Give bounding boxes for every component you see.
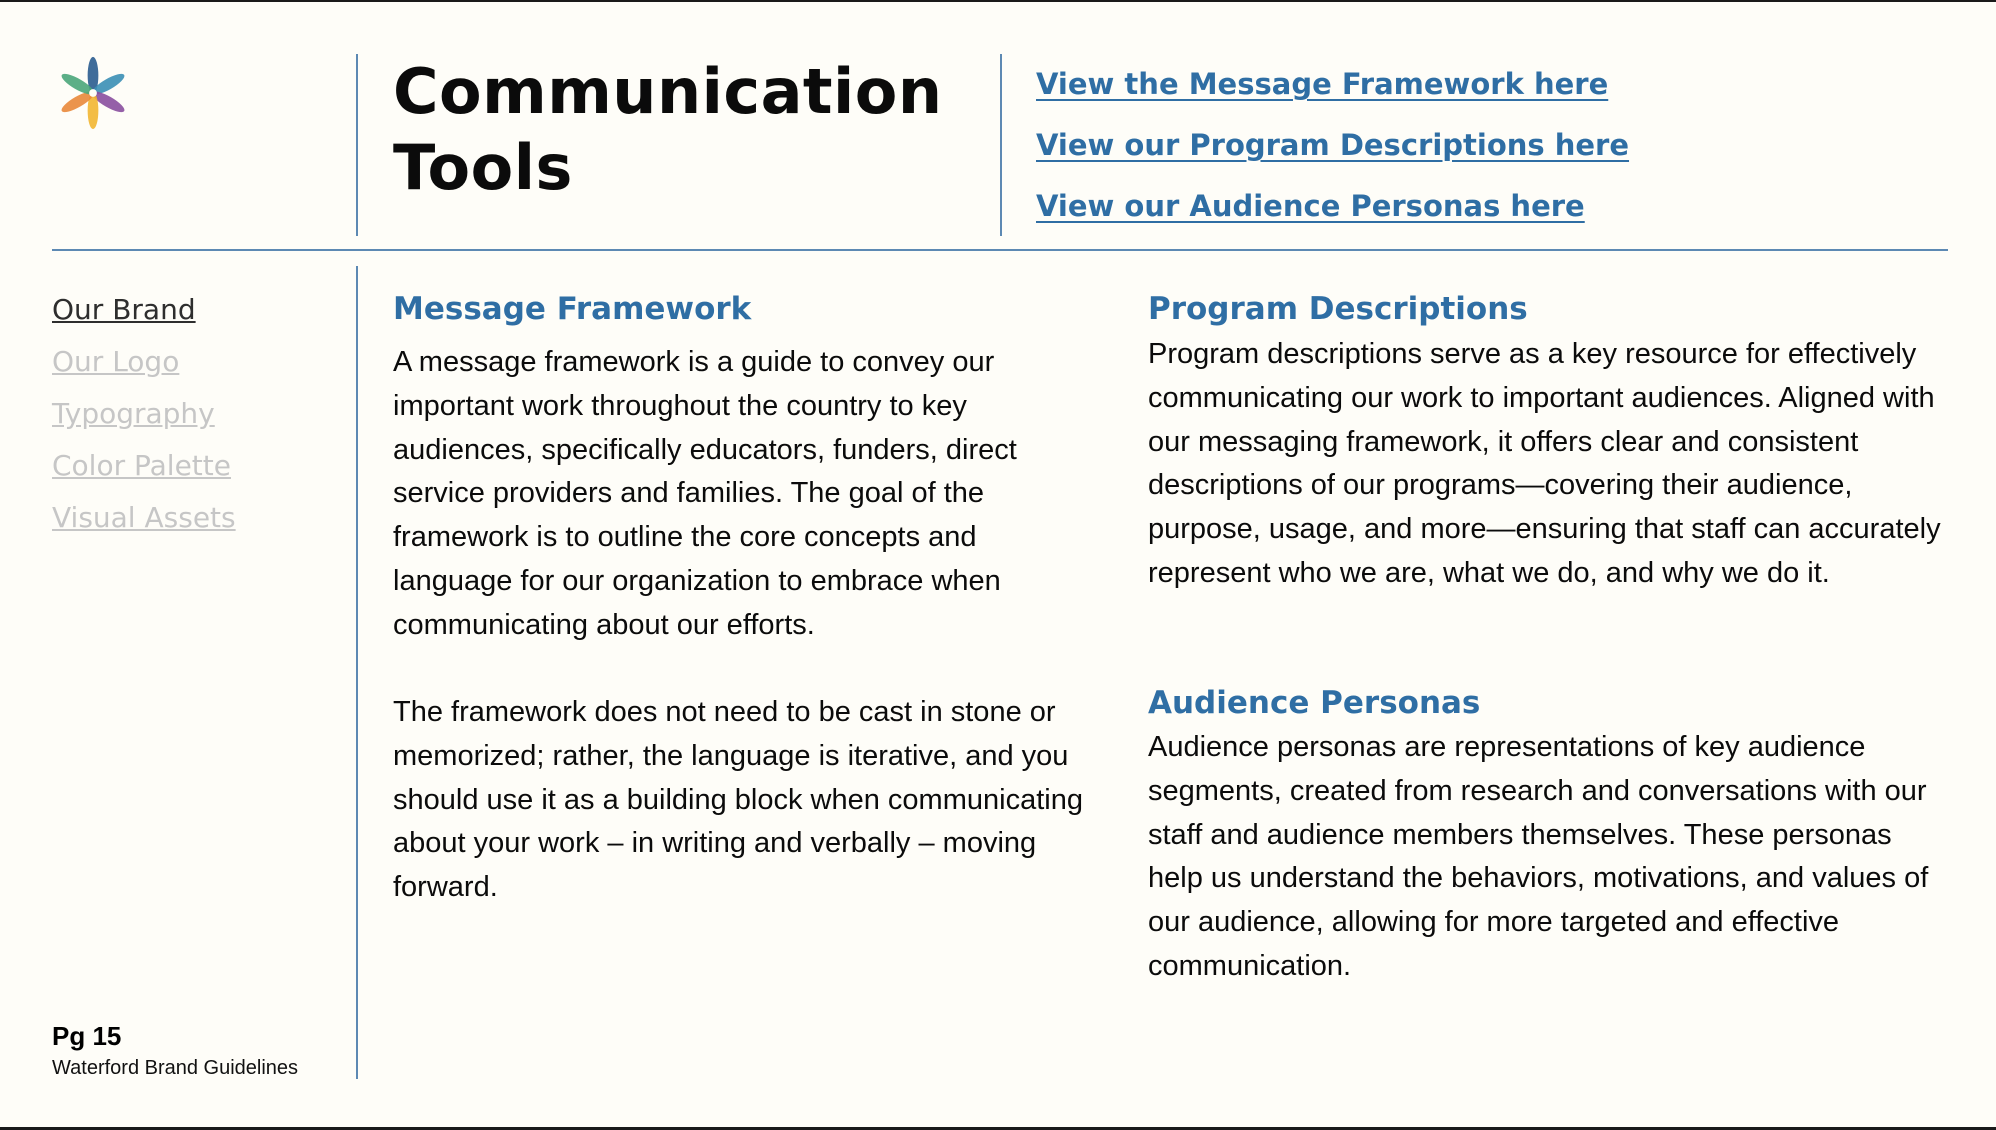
nav-item-our-logo[interactable]: Our Logo — [52, 345, 180, 378]
program-descriptions-link[interactable]: View our Program Descriptions here — [1036, 128, 1630, 162]
flower-logo-icon — [54, 54, 132, 132]
section-nav — [52, 284, 236, 544]
header-rule — [52, 249, 1948, 251]
page-number: Pg 15 — [52, 1021, 122, 1051]
sidebar-divider — [356, 266, 358, 1079]
message-framework-link[interactable]: View the Message Framework here — [1036, 67, 1609, 101]
audience-personas-paragraph: Audience personas are representations of key audience segments, created from research and conversations with our staff and audience members themselves. These personas help us understand the behaviors, motivations, and values of our audience, allowing for more targeted and effective communication. — [1148, 731, 1929, 982]
message-framework-heading: Message Framework — [393, 291, 752, 327]
page-footer — [52, 1019, 298, 1083]
program-descriptions-paragraph: Program descriptions serve as a key resource for effectively communicating our work to important audiences. Aligned with our messaging framework, it offers clear and consistent descriptions of our programs—covering their audience, purpose, usage, and more—ensuring that staff can accurately represent who we are, what we do, and why we do it. — [1148, 338, 1941, 589]
page-title — [393, 54, 943, 206]
audience-personas-link[interactable]: View our Audience Personas here — [1036, 189, 1585, 223]
quick-links — [1036, 54, 1629, 237]
nav-item-visual-assets[interactable]: Visual Assets — [52, 501, 236, 534]
audience-personas-heading: Audience Personas — [1148, 685, 1481, 721]
header-divider-right — [1000, 54, 1002, 236]
message-framework-paragraph-2: The framework does not need to be cast in stone or memorized; rather, the language is iterative, and you should use it as a building block when communicating about your work – in writing and verbally – moving forward. — [393, 696, 1083, 904]
program-descriptions-heading: Program Descriptions — [1148, 291, 1528, 327]
page-title-line2: Tools — [393, 131, 573, 204]
page-title-line1: Communication — [393, 55, 943, 128]
nav-item-our-brand[interactable]: Our Brand — [52, 293, 196, 326]
nav-item-color-palette[interactable]: Color Palette — [52, 449, 231, 482]
message-framework-paragraph-1: A message framework is a guide to convey our important work throughout the country to key audiences, specifically educators, funders, direct service providers and families. The goal of the framework is to outline the core concepts and language for our organization to embrace when communicating about our efforts. — [393, 346, 1017, 641]
brand-guidelines-page — [0, 2, 1996, 1127]
header-divider-left — [356, 54, 358, 236]
nav-item-typography[interactable]: Typography — [52, 397, 215, 430]
document-name: Waterford Brand Guidelines — [52, 1057, 299, 1079]
